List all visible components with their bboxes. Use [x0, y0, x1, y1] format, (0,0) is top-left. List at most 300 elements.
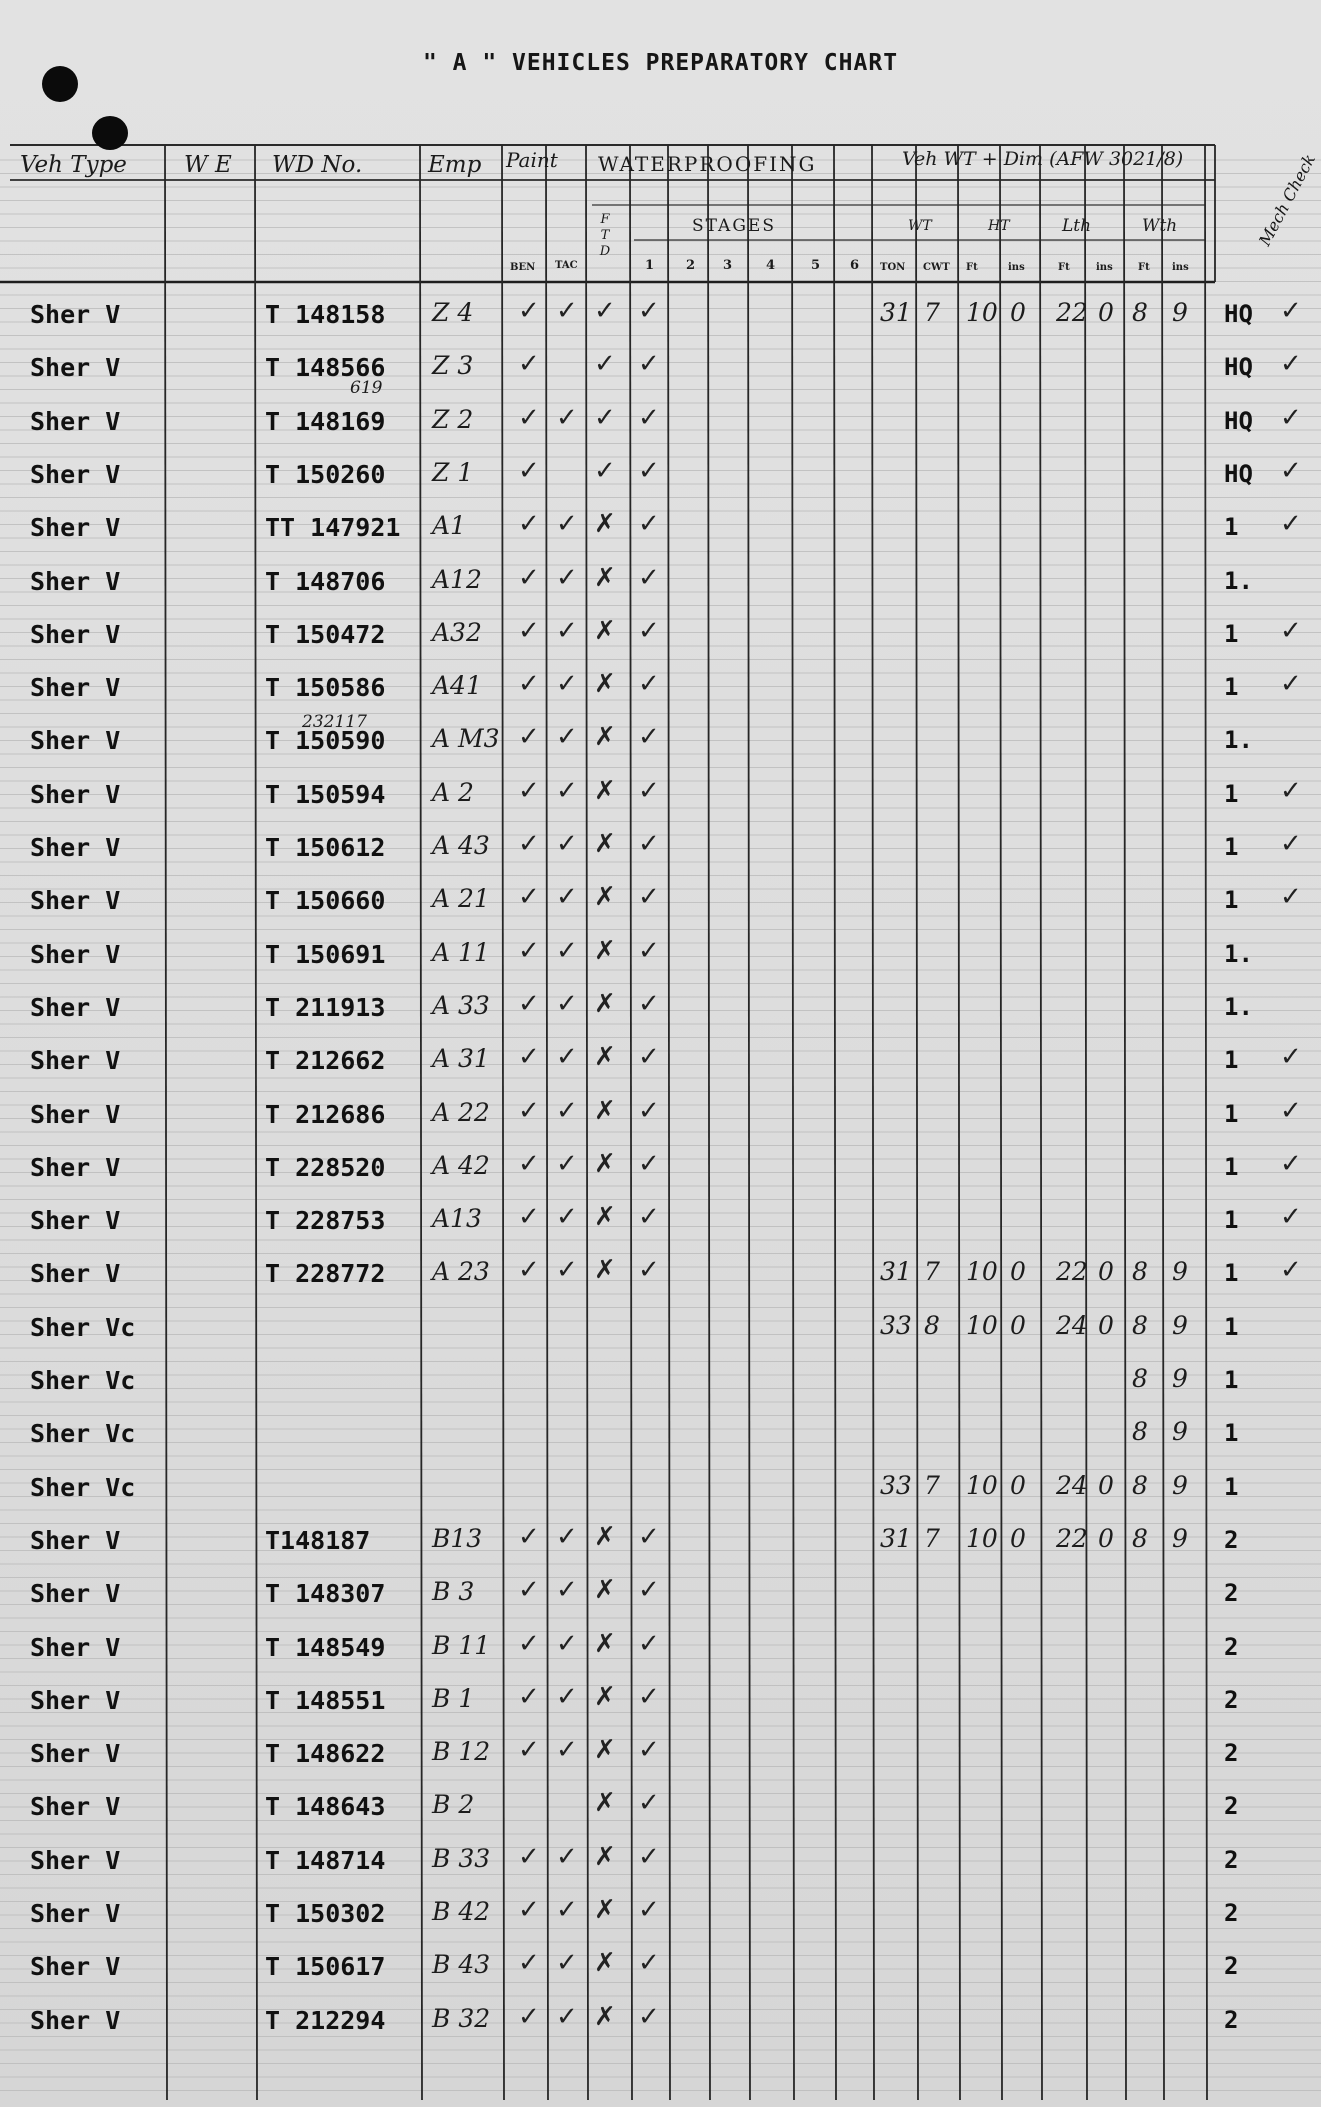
paint-tac-cell: ✓: [556, 988, 578, 1019]
stage-number-4: 4: [766, 258, 776, 273]
mech-check-cell: ✓: [1280, 615, 1302, 646]
emp-cell: A13: [432, 1204, 482, 1234]
width-ft-cell: 8: [1132, 1523, 1148, 1553]
stage-1-cell: ✓: [638, 349, 660, 380]
height-ft-cell: 10: [966, 1470, 998, 1500]
mech-check-cell: ✓: [1280, 829, 1302, 859]
weight-ton-cell: 31: [880, 1257, 912, 1287]
paint-tac-cell: ✓: [556, 935, 578, 966]
unit-cell: HQ: [1224, 353, 1253, 382]
paint-tac-cell: ✓: [556, 402, 578, 433]
wd-number-cell: T 211913: [265, 992, 386, 1022]
stage-number-5: 5: [811, 258, 821, 273]
emp-cell: B 43: [432, 1950, 491, 1980]
emp-cell: Z 2: [432, 404, 474, 434]
weight-ton-cell: 31: [880, 298, 912, 327]
height-ins-cell: 0: [1010, 1257, 1026, 1287]
stage-1-cell: ✓: [638, 402, 660, 433]
width-ins-cell: 9: [1172, 1417, 1188, 1447]
emp-cell: A 2: [432, 777, 474, 807]
paint-ben-cell: ✓: [518, 1841, 540, 1872]
emp-cell: Z 4: [432, 298, 474, 327]
paint-ben-cell: ✓: [518, 1042, 540, 1073]
length-ft-cell: 22: [1056, 1257, 1088, 1287]
wd-number-cell: T 228772: [265, 1259, 386, 1289]
wd-number-cell: T 148549: [265, 1632, 386, 1662]
header-emp: Emp: [428, 152, 482, 178]
paint-ben-cell: ✓: [518, 882, 540, 913]
waterproofing-ftd-cell: ✗: [594, 1575, 616, 1606]
paint-tac-cell: ✓: [556, 615, 578, 646]
waterproofing-ftd-cell: ✗: [594, 935, 616, 966]
paint-tac-cell: ✓: [556, 1895, 578, 1925]
wd-number-cell: T 150590: [265, 726, 386, 756]
unit-cell: 1.: [1224, 566, 1253, 595]
stage-1-cell: ✓: [638, 1628, 660, 1659]
mech-check-cell: ✓: [1280, 669, 1302, 700]
paint-tac-cell: ✓: [556, 1628, 578, 1659]
stage-1-cell: ✓: [638, 1521, 660, 1552]
height-ins-cell: 0: [1010, 1310, 1026, 1340]
emp-cell: A 31: [432, 1044, 490, 1074]
waterproofing-ftd-cell: ✗: [594, 615, 616, 646]
veh-type-cell: Sher V: [30, 1845, 121, 1875]
emp-cell: A12: [432, 564, 482, 594]
stage-1-cell: ✓: [638, 1042, 660, 1073]
stage-1-cell: ✓: [638, 829, 660, 859]
waterproofing-ftd-cell: ✗: [594, 722, 616, 753]
stage-1-cell: ✓: [638, 988, 660, 1019]
waterproofing-ftd-cell: ✗: [594, 509, 616, 540]
header-wth-ft: Ft: [1138, 262, 1150, 273]
veh-type-cell: Sher V: [30, 1099, 121, 1129]
wd-number-cell: T 148622: [265, 1739, 386, 1769]
veh-type-cell: Sher V: [30, 1259, 121, 1289]
paint-ben-cell: ✓: [518, 349, 540, 380]
veh-type-cell: Sher V: [30, 1579, 121, 1609]
header-veh-wt-dim: Veh WT + Dim (AFW 3021/8): [902, 148, 1184, 170]
paint-tac-cell: ✓: [556, 2001, 578, 2032]
height-ins-cell: 0: [1010, 1523, 1026, 1553]
veh-type-cell: Sher V: [30, 300, 121, 329]
veh-type-cell: Sher V: [30, 673, 121, 703]
waterproofing-ftd-cell: ✗: [594, 1841, 616, 1872]
mech-check-cell: ✓: [1280, 882, 1302, 913]
waterproofing-ftd-cell: ✗: [594, 1628, 616, 1659]
paint-tac-cell: ✓: [556, 1095, 578, 1126]
paint-tac-cell: ✓: [556, 1948, 578, 1979]
unit-cell: 1: [1224, 1259, 1239, 1288]
unit-cell: 2: [1224, 1579, 1239, 1608]
unit-cell: 1: [1224, 673, 1239, 702]
wd-number-cell: T 148307: [265, 1579, 386, 1609]
wd-number-cell: T 228753: [265, 1206, 386, 1236]
emp-cell: B 3: [432, 1577, 475, 1607]
paint-ben-cell: ✓: [518, 669, 540, 700]
length-ft-cell: 22: [1056, 298, 1088, 327]
veh-type-cell: Sher V: [30, 833, 121, 862]
emp-cell: A1: [432, 511, 466, 541]
emp-cell: A 11: [432, 937, 490, 967]
punch-hole-bottom: [92, 116, 128, 150]
stage-1-cell: ✓: [638, 615, 660, 646]
length-ins-cell: 0: [1098, 1257, 1114, 1287]
paint-tac-cell: ✓: [556, 1575, 578, 1606]
header-mech-check: Mech Check: [1255, 150, 1320, 249]
emp-cell: B 42: [432, 1897, 491, 1926]
width-ft-cell: 8: [1132, 1364, 1148, 1393]
veh-type-cell: Sher V: [30, 1152, 121, 1182]
paint-tac-cell: ✓: [556, 722, 578, 753]
unit-cell: HQ: [1224, 459, 1253, 488]
emp-cell: A 42: [432, 1150, 490, 1180]
veh-type-cell: Sher V: [30, 566, 121, 596]
waterproofing-ftd-cell: ✗: [594, 1681, 616, 1712]
weight-cwt-cell: 7: [924, 298, 940, 327]
unit-cell: 2: [1224, 1685, 1239, 1714]
waterproofing-ftd-cell: ✗: [594, 988, 616, 1019]
veh-type-cell: Sher V: [30, 886, 121, 916]
mech-check-cell: ✓: [1280, 296, 1302, 326]
stage-number-3: 3: [723, 258, 733, 273]
weight-ton-cell: 33: [880, 1470, 912, 1500]
stage-1-cell: ✓: [638, 1948, 660, 1979]
stage-number-1: 1: [645, 258, 655, 273]
stage-1-cell: ✓: [638, 1575, 660, 1606]
paint-ben-cell: ✓: [518, 2001, 540, 2032]
veh-type-cell: Sher V: [30, 2005, 121, 2035]
veh-type-cell: Sher V: [30, 1899, 121, 1928]
wd-number-cell: T 212662: [265, 1046, 386, 1076]
veh-type-cell: Sher V: [30, 939, 121, 969]
stage-1-cell: ✓: [638, 1148, 660, 1179]
paint-ben-cell: ✓: [518, 1202, 540, 1233]
emp-cell: B 1: [432, 1683, 475, 1713]
stage-1-cell: ✓: [638, 1095, 660, 1126]
unit-cell: 1.: [1224, 939, 1253, 968]
width-ins-cell: 9: [1172, 1523, 1188, 1553]
paint-ben-cell: ✓: [518, 1148, 540, 1179]
stage-1-cell: ✓: [638, 1202, 660, 1233]
unit-cell: 1: [1224, 1206, 1239, 1235]
header-cwt: CWT: [923, 262, 950, 273]
unit-cell: 1: [1224, 779, 1239, 808]
unit-cell: 1: [1224, 1312, 1239, 1341]
paint-tac-cell: ✓: [556, 1148, 578, 1179]
wd-number-cell: T 150617: [265, 1952, 386, 1982]
width-ft-cell: 8: [1132, 1470, 1148, 1500]
header-ht-ins: ins: [1008, 262, 1025, 273]
paint-ben-cell: ✓: [518, 1628, 540, 1659]
unit-cell: 2: [1224, 1899, 1239, 1927]
wd-number-cell: T 150612: [265, 833, 386, 862]
paint-ben-cell: ✓: [518, 829, 540, 859]
wd-number-cell: T148187: [265, 1525, 371, 1555]
wd-number-cell: TT 147921: [265, 513, 401, 543]
unit-cell: 1: [1224, 1366, 1239, 1394]
paint-tac-cell: ✓: [556, 1521, 578, 1552]
waterproofing-ftd-cell: ✗: [594, 1202, 616, 1233]
veh-type-cell: Sher V: [30, 1525, 121, 1555]
paint-ben-cell: ✓: [518, 1681, 540, 1712]
weight-cwt-cell: 7: [924, 1470, 940, 1500]
waterproofing-ftd-cell: ✗: [594, 669, 616, 700]
stage-1-cell: ✓: [638, 935, 660, 966]
stage-1-cell: ✓: [638, 1735, 660, 1766]
header-waterproofing: WATERPROOFING: [598, 152, 817, 176]
length-ins-cell: 0: [1098, 298, 1114, 327]
paint-ben-cell: ✓: [518, 1735, 540, 1766]
unit-cell: HQ: [1224, 300, 1253, 328]
header-stages: STAGES: [692, 216, 776, 236]
wd-number-cell: T 148643: [265, 1792, 386, 1822]
veh-type-cell: Sher V: [30, 353, 121, 383]
paint-tac-cell: ✓: [556, 1202, 578, 1233]
emp-cell: A M3: [432, 724, 500, 754]
length-ft-cell: 24: [1056, 1470, 1088, 1500]
veh-type-cell: Sher V: [30, 726, 121, 756]
mech-check-cell: ✓: [1280, 509, 1302, 540]
unit-cell: 1: [1224, 886, 1239, 915]
weight-ton-cell: 31: [880, 1523, 912, 1553]
wd-number-cell: T 150691: [265, 939, 386, 969]
unit-cell: 1.: [1224, 726, 1253, 755]
wd-number-cell: T 150302: [265, 1899, 386, 1928]
stage-1-cell: ✓: [638, 669, 660, 700]
wd-number-cell: T 148714: [265, 1845, 386, 1875]
stage-1-cell: ✓: [638, 455, 660, 486]
waterproofing-ftd-cell: ✗: [594, 1095, 616, 1126]
weight-cwt-cell: 7: [924, 1523, 940, 1553]
wd-number-cell: T 148551: [265, 1685, 386, 1715]
header-tac: TAC: [555, 260, 578, 271]
veh-type-cell: Sher Vc: [30, 1312, 136, 1342]
length-ft-cell: 22: [1056, 1523, 1088, 1553]
unit-cell: 1: [1224, 1152, 1239, 1181]
unit-cell: 2: [1224, 1952, 1239, 1981]
paint-ben-cell: ✓: [518, 1521, 540, 1552]
unit-cell: 1: [1224, 1046, 1239, 1075]
unit-cell: 1: [1224, 513, 1239, 542]
length-ins-cell: 0: [1098, 1523, 1114, 1553]
stage-1-cell: ✓: [638, 2001, 660, 2032]
unit-cell: 2: [1224, 2005, 1239, 2034]
unit-cell: 1: [1224, 833, 1239, 861]
header-ftd: F T D: [599, 212, 611, 259]
emp-cell: B 12: [432, 1737, 491, 1767]
header-lth-ins: ins: [1096, 262, 1113, 273]
unit-cell: 1: [1224, 1099, 1239, 1128]
paint-tac-cell: ✓: [556, 1841, 578, 1872]
unit-cell: 1: [1224, 1472, 1239, 1501]
wd-number-cell: T 150472: [265, 619, 386, 649]
paint-ben-cell: ✓: [518, 775, 540, 806]
paint-tac-cell: ✓: [556, 669, 578, 700]
mech-check-cell: ✓: [1280, 455, 1302, 486]
waterproofing-ftd-cell: ✗: [594, 1895, 616, 1925]
height-ft-cell: 10: [966, 1310, 998, 1340]
stage-1-cell: ✓: [638, 1788, 660, 1819]
waterproofing-ftd-cell: ✗: [594, 1042, 616, 1073]
paint-ben-cell: ✓: [518, 1895, 540, 1925]
unit-cell: 1.: [1224, 992, 1253, 1021]
stage-1-cell: ✓: [638, 296, 660, 326]
waterproofing-ftd-cell: ✓: [594, 455, 616, 486]
emp-cell: A41: [432, 671, 482, 701]
paint-tac-cell: ✓: [556, 829, 578, 859]
paint-ben-cell: ✓: [518, 562, 540, 593]
height-ins-cell: 0: [1010, 1470, 1026, 1500]
header-veh-type: Veh Type: [20, 152, 127, 178]
paint-tac-cell: ✓: [556, 509, 578, 540]
width-ft-cell: 8: [1132, 298, 1148, 327]
stage-1-cell: ✓: [638, 509, 660, 540]
paint-tac-cell: ✓: [556, 775, 578, 806]
paint-ben-cell: ✓: [518, 455, 540, 486]
stage-1-cell: ✓: [638, 1895, 660, 1925]
page-title: " A " VEHICLES PREPARATORY CHART: [422, 50, 899, 76]
unit-cell: 2: [1224, 1739, 1239, 1768]
waterproofing-ftd-cell: ✗: [594, 1255, 616, 1286]
emp-cell: Z 1: [432, 457, 474, 487]
stage-1-cell: ✓: [638, 562, 660, 593]
veh-type-cell: Sher V: [30, 513, 121, 543]
header-we: W E: [184, 152, 232, 178]
veh-type-cell: Sher V: [30, 619, 121, 649]
emp-cell: B 32: [432, 2003, 491, 2033]
height-ft-cell: 10: [966, 1523, 998, 1553]
paint-tac-cell: ✓: [556, 1042, 578, 1073]
emp-cell: B 33: [432, 1843, 491, 1873]
unit-cell: 2: [1224, 1792, 1239, 1821]
veh-type-cell: Sher V: [30, 1046, 121, 1076]
wd-correction-row3: 619: [350, 378, 383, 398]
mech-check-cell: ✓: [1280, 1042, 1302, 1073]
waterproofing-ftd-cell: ✓: [594, 296, 616, 326]
emp-cell: B 11: [432, 1630, 491, 1660]
unit-cell: 1: [1224, 1419, 1239, 1448]
stage-number-2: 2: [686, 258, 696, 273]
header-lth-ft: Ft: [1058, 262, 1070, 273]
unit-cell: 2: [1224, 1525, 1239, 1554]
paint-ben-cell: ✓: [518, 402, 540, 433]
emp-cell: A 23: [432, 1257, 490, 1287]
wd-number-cell: T 150260: [265, 459, 386, 489]
emp-cell: A 22: [432, 1097, 490, 1127]
emp-cell: Z 3: [432, 351, 474, 381]
wd-number-cell: T 150586: [265, 673, 386, 703]
paint-ben-cell: ✓: [518, 988, 540, 1019]
paint-ben-cell: ✓: [518, 722, 540, 753]
veh-type-cell: Sher V: [30, 1792, 121, 1822]
waterproofing-ftd-cell: ✗: [594, 1521, 616, 1552]
stage-1-cell: ✓: [638, 1841, 660, 1872]
length-ins-cell: 0: [1098, 1470, 1114, 1500]
wd-number-cell: T 148566: [265, 353, 386, 383]
paint-tac-cell: ✓: [556, 882, 578, 913]
emp-cell: B13: [432, 1523, 483, 1553]
header-ben: BEN: [510, 262, 536, 273]
paint-ben-cell: ✓: [518, 1575, 540, 1606]
paint-tac-cell: ✓: [556, 1681, 578, 1712]
wd-number-cell: T 148706: [265, 566, 386, 596]
width-ft-cell: 8: [1132, 1257, 1148, 1287]
paint-tac-cell: ✓: [556, 1255, 578, 1286]
stage-1-cell: ✓: [638, 722, 660, 753]
paint-ben-cell: ✓: [518, 509, 540, 540]
wd-correction-row9: 232117: [302, 712, 367, 732]
emp-cell: A 33: [432, 990, 490, 1020]
width-ft-cell: 8: [1132, 1417, 1148, 1447]
veh-type-cell: Sher Vc: [30, 1419, 136, 1449]
header-wth-ins: ins: [1172, 262, 1189, 273]
header-wt: WT: [908, 218, 932, 234]
width-ins-cell: 9: [1172, 1470, 1188, 1500]
emp-cell: A 21: [432, 884, 490, 914]
wd-number-cell: T 212686: [265, 1099, 386, 1129]
unit-cell: 1: [1224, 619, 1239, 648]
height-ft-cell: 10: [966, 1257, 998, 1287]
wd-number-cell: T 150594: [265, 779, 386, 809]
paint-ben-cell: ✓: [518, 1095, 540, 1126]
mech-check-cell: ✓: [1280, 349, 1302, 380]
header-ht-ft: Ft: [966, 262, 978, 273]
veh-type-cell: Sher V: [30, 1739, 121, 1769]
unit-cell: HQ: [1224, 406, 1253, 435]
weight-cwt-cell: 7: [924, 1257, 940, 1287]
waterproofing-ftd-cell: ✓: [594, 349, 616, 380]
header-wd-no: WD No.: [272, 152, 363, 178]
waterproofing-ftd-cell: ✗: [594, 829, 616, 859]
stage-1-cell: ✓: [638, 1255, 660, 1286]
weight-cwt-cell: 8: [924, 1310, 940, 1340]
weight-ton-cell: 33: [880, 1310, 912, 1340]
wd-number-cell: T 148169: [265, 406, 386, 436]
veh-type-cell: Sher V: [30, 459, 121, 489]
waterproofing-ftd-cell: ✗: [594, 1148, 616, 1179]
height-ft-cell: 10: [966, 298, 998, 327]
width-ins-cell: 9: [1172, 1257, 1188, 1287]
wd-number-cell: T 150660: [265, 886, 386, 916]
veh-type-cell: Sher V: [30, 406, 121, 436]
veh-type-cell: Sher V: [30, 1685, 121, 1715]
header-ton: TON: [880, 262, 906, 273]
stage-1-cell: ✓: [638, 775, 660, 806]
mech-check-cell: ✓: [1280, 1148, 1302, 1179]
veh-type-cell: Sher Vc: [30, 1366, 136, 1395]
mech-check-cell: ✓: [1280, 1095, 1302, 1126]
length-ins-cell: 0: [1098, 1310, 1114, 1340]
header-wth: Wth: [1142, 216, 1178, 236]
veh-type-cell: Sher V: [30, 779, 121, 809]
width-ft-cell: 8: [1132, 1310, 1148, 1340]
wd-number-cell: T 148158: [265, 300, 386, 329]
width-ins-cell: 9: [1172, 298, 1188, 327]
mech-check-cell: ✓: [1280, 402, 1302, 433]
waterproofing-ftd-cell: ✗: [594, 2001, 616, 2032]
waterproofing-ftd-cell: ✗: [594, 562, 616, 593]
veh-type-cell: Sher Vc: [30, 1472, 136, 1502]
veh-type-cell: Sher V: [30, 1952, 121, 1982]
width-ins-cell: 9: [1172, 1310, 1188, 1340]
veh-type-cell: Sher V: [30, 1632, 121, 1662]
wd-number-cell: T 212294: [265, 2005, 386, 2035]
emp-cell: A32: [432, 617, 482, 647]
veh-type-cell: Sher V: [30, 992, 121, 1022]
paint-tac-cell: ✓: [556, 1735, 578, 1766]
waterproofing-ftd-cell: ✗: [594, 1788, 616, 1819]
header-lth: Lth: [1062, 216, 1092, 236]
